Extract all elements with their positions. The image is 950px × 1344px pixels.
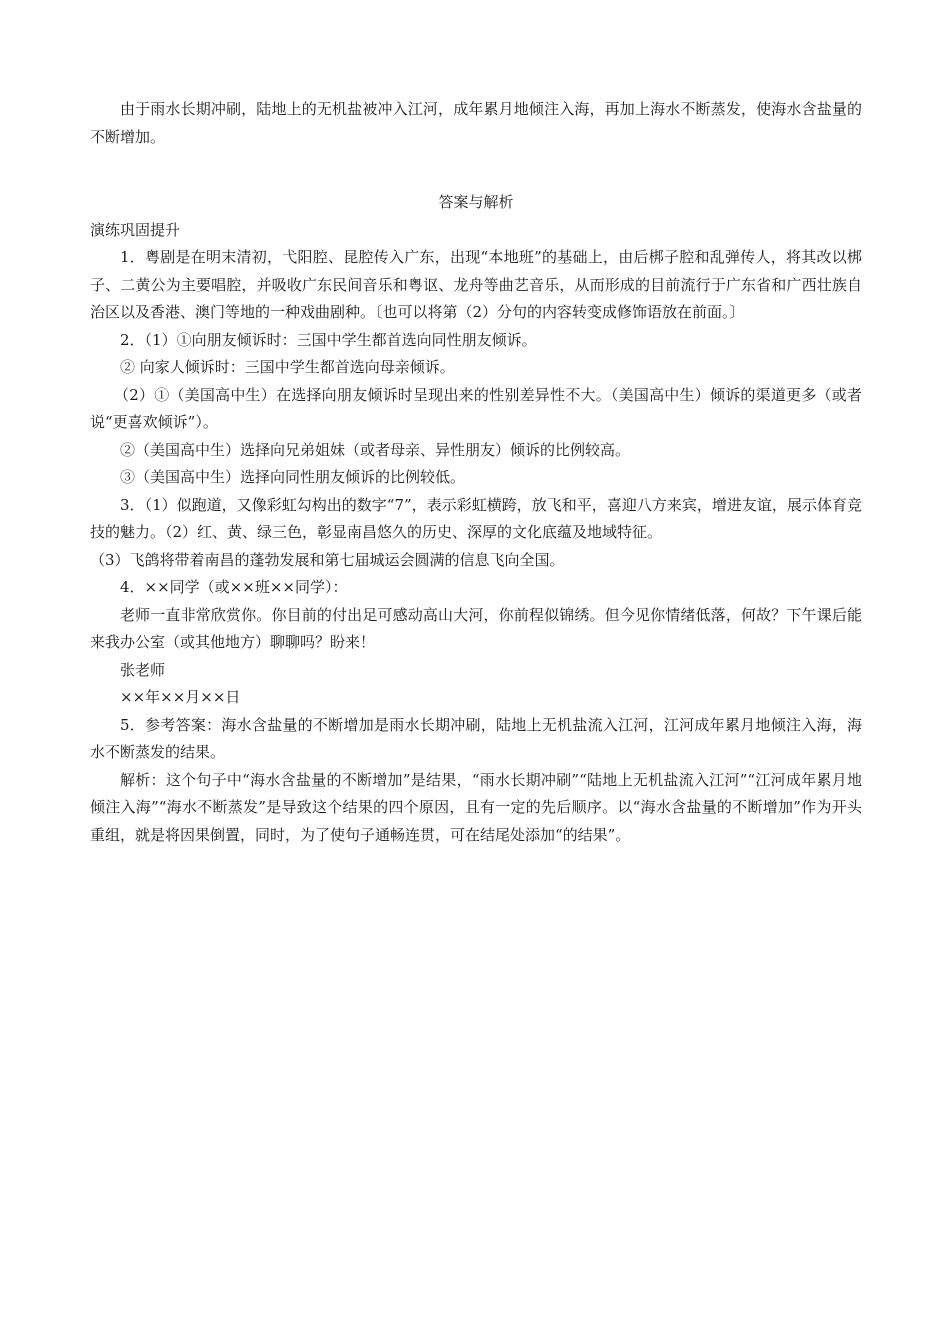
answer-1: 1．粤剧是在明末清初，弋阳腔、昆腔传入广东，出现“本地班”的基础上，由后梆子腔和乱弹传人，将其改以梆子、二黄公为主要唱腔，并吸收广东民间音乐和粤讴、龙舟等曲艺音乐，从而形成的目前流行于广东省和广西壮族自治区以及香港、澳门等地的一种戏曲剧种。〔也可以将第（2）分句的内容转变成修饰语放在前面。〕 — [90, 248, 862, 321]
answer-3: 3．（1）似跑道，又像彩虹勾构出的数字“7”，表示彩虹横跨，放飞和平，喜迎八方来宾，增进友谊，展示体育竞技的魅力。（2）红、黄、绿三色，彰显南昌悠久的历史、深厚的文化底蕴及地域特征。 — [90, 495, 862, 541]
answer-2-part-1a: 2．（1）①向朋友倾诉时：三国中学生都首选向同性朋友倾诉。 — [120, 330, 537, 349]
section-heading: 演练巩固提升 — [90, 220, 181, 239]
answer-2-part-2a: （2）①（美国高中生）在选择向朋友倾诉时呈现出来的性别差异性不大。（美国高中生）倾诉的渠道更多（或者说“更喜欢倾诉”）。 — [90, 385, 862, 431]
answer-2-part-2c: ③（美国高中生）选择向同性朋友倾诉的比例较低。 — [120, 468, 466, 486]
answer-4-greeting: 4．××同学（或××班××同学）： — [120, 578, 348, 596]
answer-3-part-3: （3）飞鸽将带着南昌的蓬勃发展和第七届城运会圆满的信息飞向全国。 — [90, 550, 565, 569]
answer-4-signature: 张老师 — [120, 660, 166, 679]
answer-2-part-2b: ②（美国高中生）选择向兄弟姐妹（或者母亲、异性朋友）倾诉的比例较高。 — [120, 440, 631, 459]
answer-2-part-1b: ② 向家人倾诉时：三国中学生都首选向母亲倾诉。 — [120, 358, 455, 376]
answer-5-analysis: 解析：这个句子中“海水含盐量的不断增加”是结果，“雨水长期冲刷”“陆地上无机盐流入江河”“江河成年累月地倾注入海”“海水不断蒸发”是导致这个结果的四个原因，且有一定的先后顺序。以“海水含盐量的不断增加”作为开头重组，就是将因果倒置，同时，为了使句子通畅连贯，可在结尾处添加“的结果”。 — [90, 770, 862, 844]
answer-4-date: ××年××月××日 — [120, 688, 241, 706]
answers-title: 答案与解析 — [438, 193, 514, 211]
intro-paragraph: 由于雨水长期冲刷，陆地上的无机盐被冲入江河，成年累月地倾注入海，再加上海水不断蒸发，使海水含盐量的不断增加。 — [90, 100, 862, 146]
document-page — [90, 96, 862, 849]
answer-5: 5．参考答案：海水含盐量的不断增加是雨水长期冲刷，陆地上无机盐流入江河，江河成年累月地倾注入海，海水不断蒸发的结果。 — [90, 715, 862, 761]
answer-4-body: 老师一直非常欣赏你。你目前的付出足可感动高山大河，你前程似锦绣。但今见你情绪低落，何故？下午课后能来我办公室（或其他地方）聊聊吗？盼来！ — [90, 605, 862, 651]
